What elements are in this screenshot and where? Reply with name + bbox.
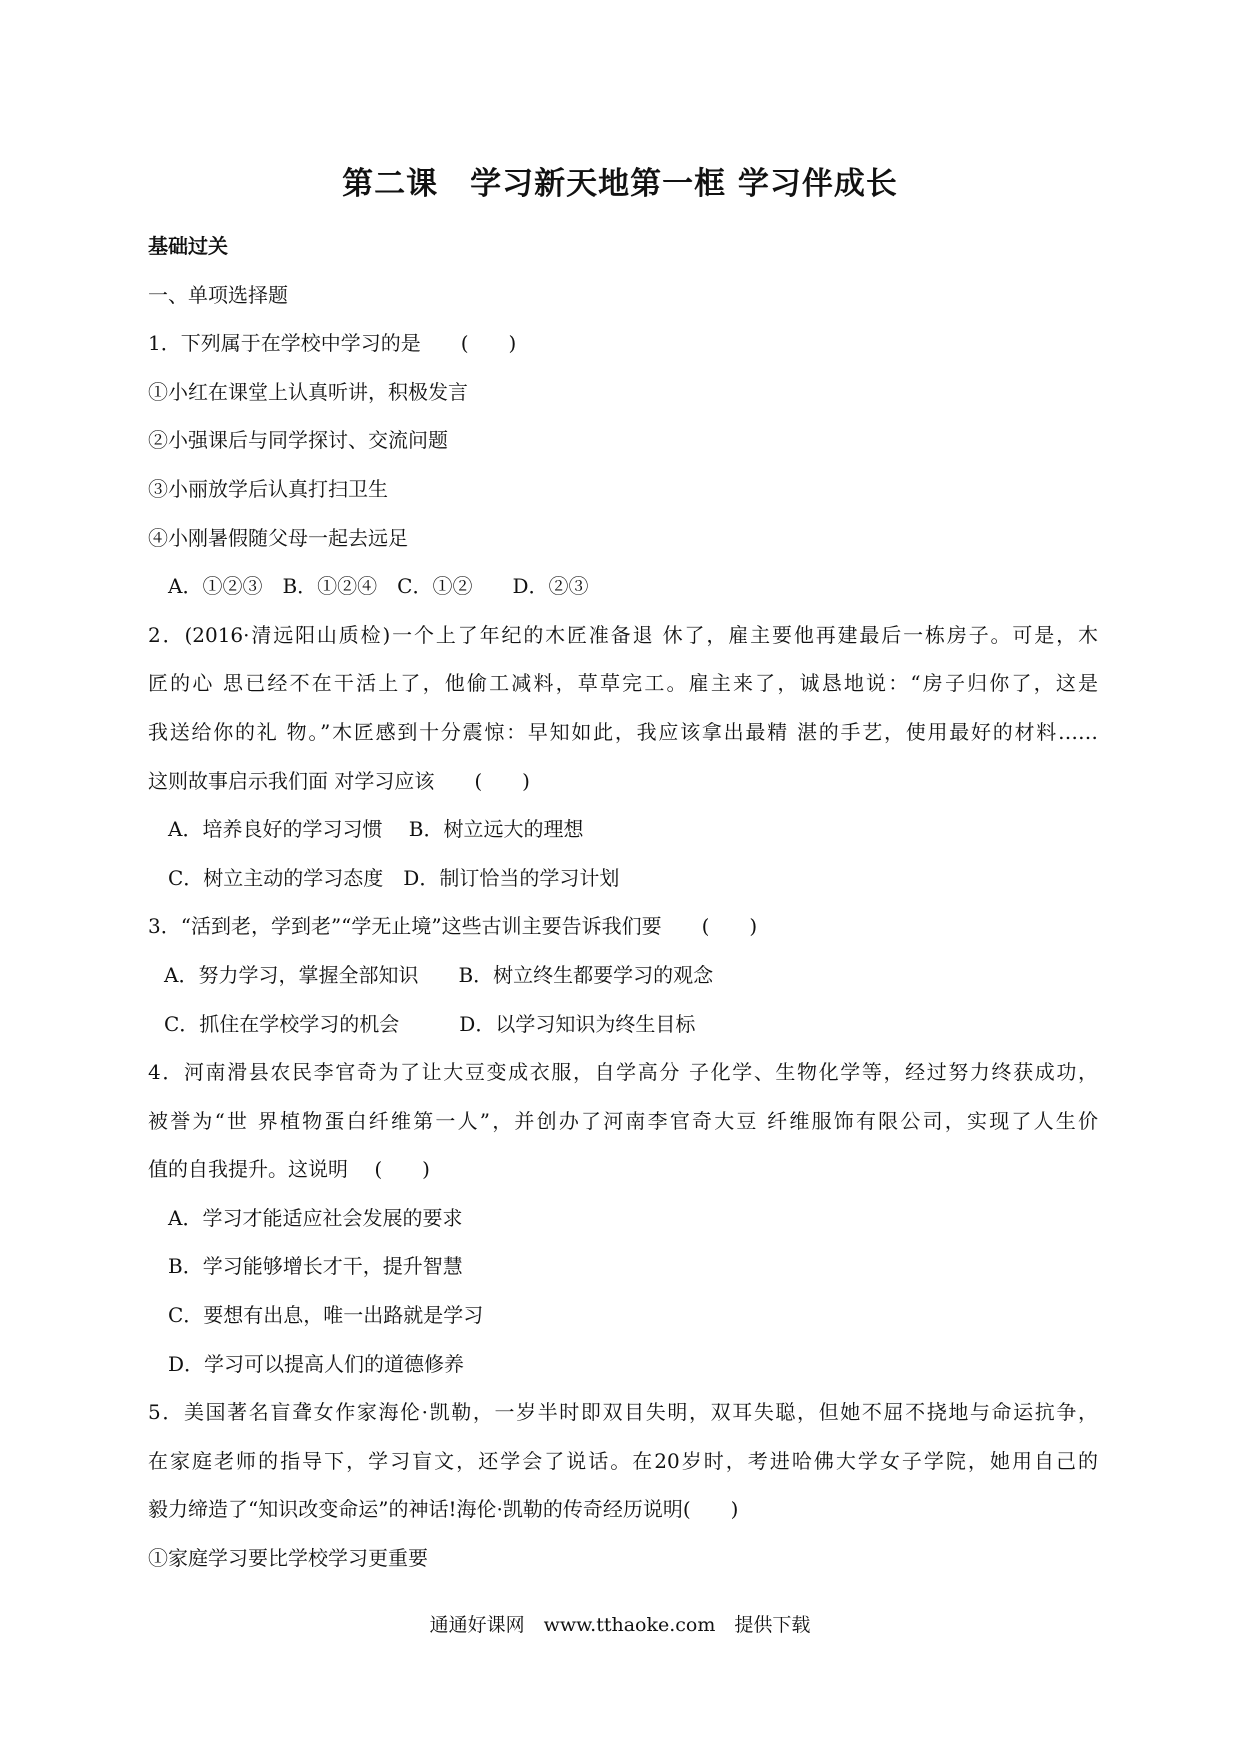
question-text-line: 被誉为“世 界植物蛋白纤维第一人”，并创办了河南李官奇大豆 纤维服饰有限公司，实现了人生价	[148, 1108, 1098, 1133]
statement-item: ①家庭学习要比学校学习更重要	[148, 1546, 428, 1571]
answer-option: A．学习才能适应社会发展的要求	[168, 1205, 463, 1230]
question-stem: 1．下列属于在学校中学习的是 ( )	[148, 331, 517, 356]
part-heading: 一、单项选择题	[148, 282, 288, 307]
question-text-line: 我送给你的礼 物。”木匠感到十分震惊：早知如此，我应该拿出最精 湛的手艺，使用最好的材料……	[148, 719, 1098, 744]
statement-item: ②小强课后与同学探讨、交流问题	[148, 428, 448, 453]
question-text-line: 5．美国著名盲聋女作家海伦·凯勒，一岁半时即双目失明，双耳失聪，但她不屈不挠地与命运抗争，	[148, 1400, 1098, 1425]
answer-option: B．学习能够增长才干，提升智慧	[168, 1254, 463, 1279]
question-1	[148, 319, 1098, 611]
question-text-line: 匠的心 思已经不在干活上了，他偷工减料，草草完工。雇主来了，诚恳地说：“房子归你了，这是	[148, 671, 1098, 696]
question-text-line: 在家庭老师的指导下，学习盲文，还学会了说话。在20岁时，考进哈佛大学女子学院，她用自己的	[148, 1448, 1098, 1473]
answer-option: C．要想有出息，唯一出路就是学习	[168, 1303, 484, 1328]
question-text-line: 2．(2016·清远阳山质检)一个上了年纪的木匠准备退 休了，雇主要他再建最后一栋房子。可是，木	[148, 622, 1098, 647]
question-text-line: 这则故事启示我们面 对学习应该 ( )	[148, 768, 530, 793]
page-title: 第二课 学习新天地第一框 学习伴成长	[342, 166, 898, 202]
question-text-line: 值的自我提升。这说明 ( )	[148, 1157, 430, 1182]
question-2	[148, 611, 1098, 903]
question-stem: 3．“活到老，学到老”“学无止境”这些古训主要告诉我们要 ( )	[148, 914, 758, 939]
question-5	[148, 1388, 1098, 1582]
question-4	[148, 1048, 1098, 1388]
section-heading: 基础过关	[148, 234, 228, 258]
answer-option: D．学习可以提高人们的道德修养	[168, 1351, 465, 1376]
exercise-body	[148, 222, 1098, 1583]
answer-options: C．树立主动的学习态度 D．制订恰当的学习计划	[168, 865, 620, 890]
statement-item: ①小红在课堂上认真听讲，积极发言	[148, 379, 468, 404]
statement-item: ④小刚暑假随父母一起去远足	[148, 525, 408, 550]
question-text-line: 4．河南滑县农民李官奇为了让大豆变成衣服，自学高分 子化学、生物化学等，经过努力终获成功，	[148, 1060, 1098, 1085]
answer-options: A．努力学习，掌握全部知识 B．树立终生都要学习的观念	[164, 962, 714, 987]
question-text-line: 毅力缔造了“知识改变命运”的神话!海伦·凯勒的传奇经历说明( )	[148, 1497, 739, 1522]
page-footer: 通通好课网 www.tthaoke.com 提供下载	[429, 1614, 811, 1636]
statement-item: ③小丽放学后认真打扫卫生	[148, 476, 388, 501]
answer-options: A．①②③ B．①②④ C．①② D．②③	[168, 574, 589, 599]
answer-options: A．培养良好的学习习惯 B．树立远大的理想	[168, 817, 584, 842]
question-3	[148, 902, 1098, 1048]
answer-options: C．抓住在学校学习的机会 D．以学习知识为终生目标	[164, 1011, 696, 1036]
